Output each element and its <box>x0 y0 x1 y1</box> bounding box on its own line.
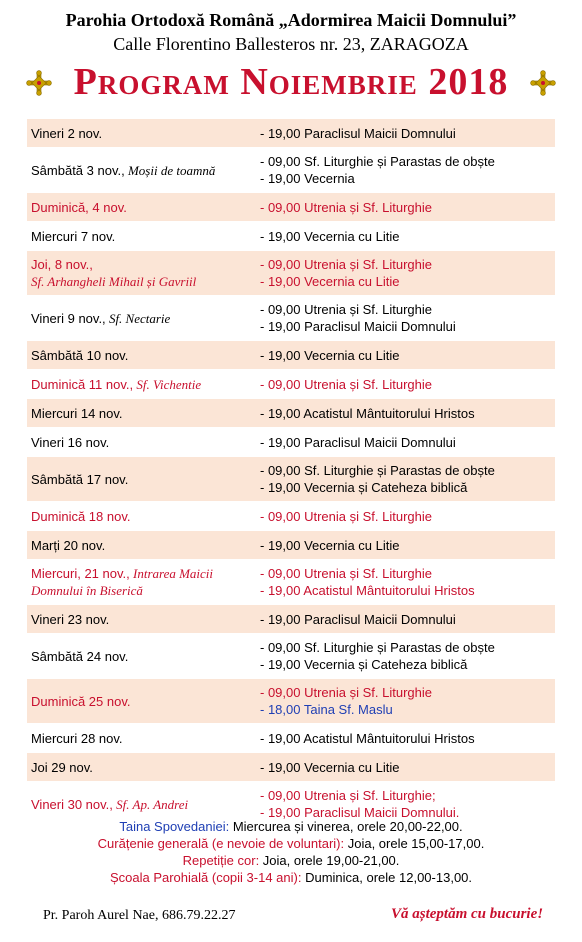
feast-name: Sf. Vichentie <box>133 376 202 392</box>
event-item: - 19,00 Vecernia cu Litie <box>260 347 400 363</box>
day-label: Duminică 11 nov., <box>31 376 134 392</box>
schedule-events <box>256 256 555 290</box>
event-item: - 09,00 Sf. Liturghie și Parastas de obște <box>260 463 495 478</box>
footer-text: Duminica, orele 12,00-13,00. <box>301 870 473 885</box>
schedule-day <box>27 405 256 422</box>
schedule-row <box>27 148 555 193</box>
welcome-message: Vă așteptăm cu bucurie! <box>391 906 544 922</box>
schedule-day <box>27 376 256 393</box>
feast-name: Intrarea Maicii <box>129 566 214 581</box>
feast-name: Sf. Arhangheli Mihail și Gavriil <box>31 274 197 289</box>
schedule-row <box>27 222 555 251</box>
day-label: Vineri 9 nov., <box>31 310 106 326</box>
schedule-row <box>27 634 555 679</box>
event-item: - 19,00 Vecernia cu Litie <box>260 274 400 289</box>
schedule-row <box>27 428 555 457</box>
footer-label: Repetiție cor: <box>182 853 260 868</box>
event-item: - 18,00 Taina Sf. Maslu <box>260 702 393 717</box>
schedule-events <box>256 537 555 554</box>
event-item: - 09,00 Sf. Liturghie și Parastas de obște <box>260 640 495 655</box>
footer-line <box>0 852 582 869</box>
footer-line <box>0 869 582 886</box>
schedule-day <box>27 565 256 599</box>
footer-line <box>0 818 582 835</box>
event-item: - 09,00 Utrenia și Sf. Liturghie <box>260 566 432 581</box>
schedule-row <box>27 502 555 531</box>
schedule-day <box>27 347 256 364</box>
orthodox-cross-icon <box>530 70 556 96</box>
schedule-events <box>256 434 555 451</box>
event-item: - 09,00 Utrenia și Sf. Liturghie <box>260 376 432 392</box>
event-item: - 19,00 Vecernia <box>260 171 355 186</box>
schedule-events <box>256 639 555 673</box>
schedule-events <box>256 153 555 187</box>
footer-label: Curățenie generală (e nevoie de voluntari): <box>97 836 345 851</box>
schedule-day <box>27 228 256 245</box>
day-label: Sâmbătă 3 nov., <box>31 162 125 178</box>
schedule-events <box>256 228 555 245</box>
schedule-events <box>256 199 555 216</box>
event-item: - 19,00 Acatistul Mântuitorului Hristos <box>260 405 475 421</box>
feast-name: Domnului în Biserică <box>31 583 143 598</box>
schedule-row <box>27 605 555 634</box>
parish-address: Calle Florentino Ballesteros nr. 23, ZARAGOZA <box>113 34 469 54</box>
schedule-row <box>27 399 555 428</box>
schedule-day <box>27 796 256 813</box>
event-item: - 19,00 Paraclisul Maicii Domnului <box>260 611 456 627</box>
schedule-events <box>256 787 555 821</box>
feast-name: Sf. Nectarie <box>105 310 171 326</box>
event-item: - 19,00 Vecernia și Cateheza biblică <box>260 657 468 672</box>
event-item: - 09,00 Utrenia și Sf. Liturghie <box>260 257 432 272</box>
schedule-day <box>27 730 256 747</box>
schedule-day <box>27 162 256 179</box>
day-label: Miercuri 7 nov. <box>31 228 116 244</box>
day-label: Vineri 2 nov. <box>31 125 103 141</box>
schedule-row <box>27 341 555 370</box>
event-item: - 19,00 Paraclisul Maicii Domnului. <box>260 805 460 820</box>
schedule-events <box>256 301 555 335</box>
schedule-day <box>27 310 256 327</box>
schedule-day <box>27 648 256 665</box>
schedule-events <box>256 684 555 718</box>
feast-name: Sf. Ap. Andrei <box>112 796 189 812</box>
day-label: Duminică, 4 nov. <box>31 199 127 215</box>
day-label: Duminică 25 nov. <box>31 693 131 709</box>
schedule-day <box>27 434 256 451</box>
schedule-row <box>27 531 555 560</box>
event-item: - 19,00 Vecernia și Cateheza biblică <box>260 480 468 495</box>
day-label: Vineri 23 nov. <box>31 611 110 627</box>
schedule-day <box>27 125 256 142</box>
event-item: - 19,00 Vecernia cu Litie <box>260 228 400 244</box>
schedule-row <box>27 193 555 222</box>
event-item: - 09,00 Utrenia și Sf. Liturghie <box>260 302 432 317</box>
footer-label: Școala Parohială (copii 3-14 ani): <box>109 870 302 885</box>
page-title: Program Noiembrie 2018 <box>73 61 509 103</box>
schedule-events <box>256 611 555 628</box>
footer-info <box>0 818 582 886</box>
schedule-row <box>27 679 555 724</box>
event-item: - 19,00 Acatistul Mântuitorului Hristos <box>260 730 475 746</box>
event-item: - 09,00 Sf. Liturghie și Parastas de obște <box>260 154 495 169</box>
event-item: - 19,00 Paraclisul Maicii Domnului <box>260 319 456 334</box>
schedule-day <box>27 537 256 554</box>
schedule-table <box>27 119 555 827</box>
event-item: - 19,00 Paraclisul Maicii Domnului <box>260 125 456 141</box>
schedule-row <box>27 119 555 148</box>
parish-name: Parohia Ortodoxă Română „Adormirea Maicii Domnului” <box>65 10 517 30</box>
schedule-row <box>27 251 555 296</box>
day-label: Vineri 16 nov. <box>31 434 110 450</box>
schedule-day <box>27 471 256 488</box>
schedule-events <box>256 730 555 747</box>
schedule-day <box>27 256 256 290</box>
schedule-row <box>27 370 555 399</box>
schedule-row <box>27 724 555 753</box>
schedule-day <box>27 693 256 710</box>
schedule-row <box>27 296 555 341</box>
schedule-events <box>256 759 555 776</box>
footer-text: Joia, orele 19,00-21,00. <box>259 853 400 868</box>
day-label: Miercuri, 21 nov., <box>31 566 130 581</box>
event-item: - 19,00 Vecernia cu Litie <box>260 759 400 775</box>
day-label: Vineri 30 nov., <box>31 796 113 812</box>
day-label: Miercuri 28 nov. <box>31 730 123 746</box>
feast-name: Moșii de toamnă <box>124 162 216 178</box>
day-label: Joi 29 nov. <box>31 759 93 775</box>
event-item: - 09,00 Utrenia și Sf. Liturghie <box>260 685 432 700</box>
schedule-row <box>27 560 555 605</box>
day-label: Duminică 18 nov. <box>31 508 131 524</box>
footer-text: Miercurea și vinerea, orele 20,00-22,00. <box>229 819 463 834</box>
schedule-day <box>27 508 256 525</box>
schedule-row <box>27 457 555 502</box>
day-label: Marți 20 nov. <box>31 537 106 553</box>
schedule-day <box>27 759 256 776</box>
schedule-row <box>27 753 555 782</box>
footer-text: Joia, orele 15,00-17,00. <box>344 836 485 851</box>
schedule-events <box>256 462 555 496</box>
contact-info: Pr. Paroh Aurel Nae, 686.79.22.27 <box>43 908 236 923</box>
event-item: - 09,00 Utrenia și Sf. Liturghie; <box>260 788 436 803</box>
day-label: Sâmbătă 24 nov. <box>31 648 129 664</box>
schedule-events <box>256 347 555 364</box>
schedule-events <box>256 405 555 422</box>
event-item: - 19,00 Paraclisul Maicii Domnului <box>260 434 456 450</box>
footer-line <box>0 835 582 852</box>
footer-label: Taina Spovedaniei: <box>119 819 230 834</box>
day-label: Sâmbătă 10 nov. <box>31 347 129 363</box>
schedule-day <box>27 611 256 628</box>
day-label: Joi, 8 nov., <box>31 257 93 272</box>
day-label: Miercuri 14 nov. <box>31 405 123 421</box>
schedule-events <box>256 508 555 525</box>
day-label: Sâmbătă 17 nov. <box>31 471 129 487</box>
event-item: - 19,00 Vecernia cu Litie <box>260 537 400 553</box>
schedule-events <box>256 376 555 393</box>
event-item: - 09,00 Utrenia și Sf. Liturghie <box>260 508 432 524</box>
event-item: - 09,00 Utrenia și Sf. Liturghie <box>260 199 432 215</box>
schedule-events <box>256 125 555 142</box>
schedule-events <box>256 565 555 599</box>
schedule-day <box>27 199 256 216</box>
event-item: - 19,00 Acatistul Mântuitorului Hristos <box>260 583 475 598</box>
